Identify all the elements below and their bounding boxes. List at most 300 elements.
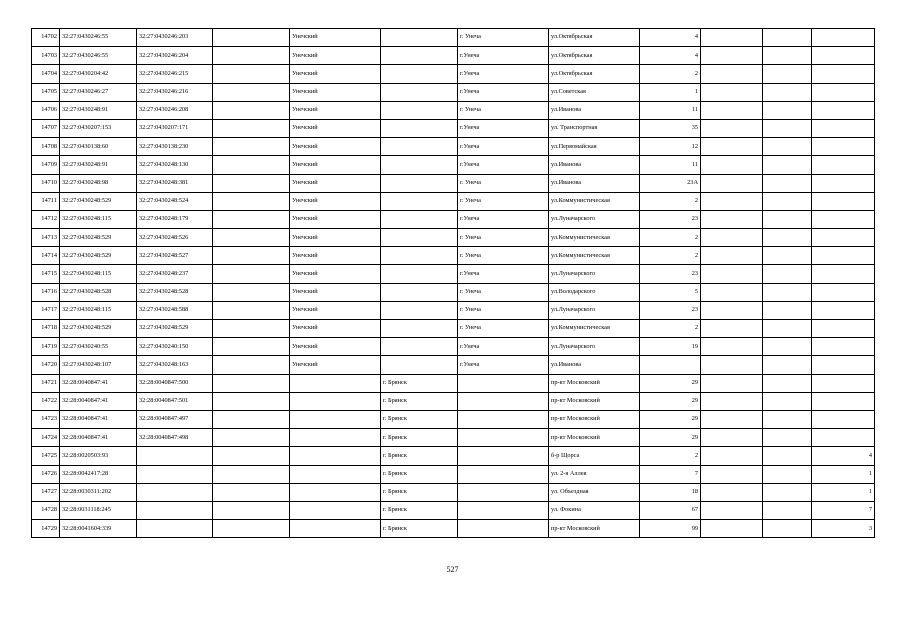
table-cell [458, 392, 549, 410]
table-cell: б-р Щорса [549, 447, 640, 465]
table-cell [701, 101, 763, 119]
table-cell: 14721 [32, 374, 60, 392]
table-cell [290, 447, 381, 465]
table-cell [812, 192, 875, 210]
table-cell: Унечский [290, 156, 381, 174]
table-cell: г.Унеча [458, 356, 549, 374]
table-row [32, 392, 875, 410]
table-cell [381, 156, 458, 174]
table-cell: 2 [640, 447, 701, 465]
table-cell [763, 410, 812, 428]
table-cell: г. Унеча [458, 101, 549, 119]
table-cell: 32:27:0430248:115 [60, 210, 137, 228]
table-cell [458, 520, 549, 538]
table-cell: 7 [812, 501, 875, 519]
table-row [32, 356, 875, 374]
table-cell [812, 83, 875, 101]
table-cell: ул.Луначарского [549, 265, 640, 283]
table-cell: 5 [640, 283, 701, 301]
table-cell: г. Брянск [381, 465, 458, 483]
table-cell: г. Унеча [458, 229, 549, 247]
table-cell [763, 501, 812, 519]
table-cell [213, 429, 290, 447]
table-cell: г. Унеча [458, 301, 549, 319]
table-cell [763, 374, 812, 392]
table-cell: 32:27:0430248:524 [137, 192, 213, 210]
table-cell: 32:28:0040847:41 [60, 392, 137, 410]
table-cell: ул.Октябрьская [549, 29, 640, 47]
table-cell [763, 119, 812, 137]
table-cell: 35 [640, 119, 701, 137]
table-cell: Унечский [290, 210, 381, 228]
table-cell [701, 156, 763, 174]
table-cell: 23А [640, 174, 701, 192]
table-cell [213, 356, 290, 374]
table-cell [213, 210, 290, 228]
table-cell [812, 338, 875, 356]
table-cell: 14712 [32, 210, 60, 228]
table-cell [763, 229, 812, 247]
table-cell [213, 138, 290, 156]
table-cell: 14704 [32, 65, 60, 83]
table-cell [213, 410, 290, 428]
table-cell [701, 429, 763, 447]
table-cell [812, 283, 875, 301]
table-cell [458, 483, 549, 501]
table-cell [213, 83, 290, 101]
table-cell: г.Унеча [458, 47, 549, 65]
table-cell [381, 101, 458, 119]
table-cell: г.Унеча [458, 156, 549, 174]
table-cell [213, 465, 290, 483]
table-cell [137, 465, 213, 483]
table-cell [701, 483, 763, 501]
table-cell [290, 465, 381, 483]
table-row [32, 501, 875, 519]
table-cell [381, 192, 458, 210]
table-cell: 2 [640, 65, 701, 83]
table-cell: 18 [640, 483, 701, 501]
table-cell: Унечский [290, 320, 381, 338]
table-cell: ул.Коммунистическая [549, 229, 640, 247]
table-cell: 11 [640, 101, 701, 119]
table-cell: 32:27:0430248:529 [60, 247, 137, 265]
table-cell [213, 447, 290, 465]
table-cell: 23 [640, 301, 701, 319]
table-cell: Унечский [290, 247, 381, 265]
table-cell: ул. 2-я Аллея [549, 465, 640, 483]
table-cell [213, 392, 290, 410]
table-cell: 14729 [32, 520, 60, 538]
table-row [32, 338, 875, 356]
table-cell: ул.Октябрьская [549, 65, 640, 83]
table-cell [458, 410, 549, 428]
table-cell [701, 47, 763, 65]
table-cell: г.Унеча [458, 119, 549, 137]
table-cell [701, 247, 763, 265]
table-row [32, 83, 875, 101]
table-cell: 32:28:0020503:93 [60, 447, 137, 465]
table-cell [381, 283, 458, 301]
table-cell [701, 210, 763, 228]
table-cell: Унечский [290, 65, 381, 83]
table-cell: 2 [640, 229, 701, 247]
table-cell [290, 520, 381, 538]
table-cell: 32:28:0040847:500 [137, 374, 213, 392]
table-cell: 7 [640, 465, 701, 483]
table-cell: 32:27:0430248:528 [137, 283, 213, 301]
table-cell [213, 229, 290, 247]
table-cell [763, 392, 812, 410]
table-cell: Унечский [290, 338, 381, 356]
table-cell [213, 65, 290, 83]
table-cell [812, 356, 875, 374]
table-cell [381, 320, 458, 338]
table-cell [763, 47, 812, 65]
table-cell: 14728 [32, 501, 60, 519]
table-cell: 32:27:0430248:115 [60, 301, 137, 319]
table-cell [701, 29, 763, 47]
table-cell: 14716 [32, 283, 60, 301]
table-cell [701, 520, 763, 538]
table-cell: Унечский [290, 119, 381, 137]
table-cell: 67 [640, 501, 701, 519]
table-cell [701, 174, 763, 192]
table-cell [640, 356, 701, 374]
table-cell: 14727 [32, 483, 60, 501]
table-cell: 32:27:0430248:526 [137, 229, 213, 247]
table-cell [701, 83, 763, 101]
table-cell [290, 429, 381, 447]
table-cell: Унечский [290, 83, 381, 101]
table-cell [290, 392, 381, 410]
table-cell [812, 29, 875, 47]
table-cell: 32:28:0040847:41 [60, 374, 137, 392]
table-cell: 29 [640, 429, 701, 447]
table-cell [381, 47, 458, 65]
table-cell [381, 247, 458, 265]
table-cell [137, 520, 213, 538]
table-cell: пр-кт Московский [549, 429, 640, 447]
table-cell: 1 [812, 465, 875, 483]
table-cell: ул.Луначарского [549, 338, 640, 356]
table-row [32, 301, 875, 319]
table-cell [763, 447, 812, 465]
table-cell: 99 [640, 520, 701, 538]
table-cell: 2 [640, 247, 701, 265]
table-cell: 32:27:0430246:55 [60, 47, 137, 65]
table-cell [381, 83, 458, 101]
table-body [32, 29, 875, 538]
table-cell [213, 29, 290, 47]
table-cell: ул.Коммунистическая [549, 247, 640, 265]
table-cell: 32:27:0430246:27 [60, 83, 137, 101]
table-cell [763, 356, 812, 374]
table-cell: пр-кт Московский [549, 392, 640, 410]
table-cell: 32:27:0430248:163 [137, 356, 213, 374]
table-cell: 4 [640, 29, 701, 47]
table-cell: 32:27:0430246:55 [60, 29, 137, 47]
table-cell: 32:27:0430248:529 [60, 320, 137, 338]
table-cell: Унечский [290, 356, 381, 374]
table-cell: 32:27:0430240:55 [60, 338, 137, 356]
table-cell [812, 320, 875, 338]
table-cell: пр-кт Московский [549, 374, 640, 392]
table-cell: ул.Первомайская [549, 138, 640, 156]
table-cell: 32:28:0040847:501 [137, 392, 213, 410]
table-cell [812, 392, 875, 410]
table-cell [701, 320, 763, 338]
table-cell [137, 447, 213, 465]
table-cell [381, 265, 458, 283]
table-cell: 32:27:0430240:150 [137, 338, 213, 356]
table-cell [701, 65, 763, 83]
table-cell: 32:28:0041604:339 [60, 520, 137, 538]
table-cell: 19 [640, 338, 701, 356]
data-table [31, 28, 875, 538]
table-cell: 14703 [32, 47, 60, 65]
table-cell: ул.Иванова [549, 356, 640, 374]
table-row [32, 119, 875, 137]
table-row [32, 483, 875, 501]
table-row [32, 465, 875, 483]
table-cell [812, 410, 875, 428]
table-cell: 32:28:0040847:497 [137, 410, 213, 428]
table-cell [381, 174, 458, 192]
table-cell: 32:27:0430248:91 [60, 101, 137, 119]
table-cell [701, 301, 763, 319]
table-cell: 14708 [32, 138, 60, 156]
table-row [32, 429, 875, 447]
table-cell: 32:28:0040847:498 [137, 429, 213, 447]
table-cell [381, 119, 458, 137]
table-cell: г. Унеча [458, 174, 549, 192]
table-cell: г.Унеча [458, 65, 549, 83]
table-cell [812, 119, 875, 137]
table-cell: ул.Октябрьская [549, 47, 640, 65]
table-cell [763, 520, 812, 538]
table-cell: ул.Коммунистическая [549, 192, 640, 210]
table-cell: г. Унеча [458, 283, 549, 301]
table-cell: 14726 [32, 465, 60, 483]
table-cell: 11 [640, 156, 701, 174]
table-cell: 23 [640, 265, 701, 283]
table-cell: 32:27:0430248:179 [137, 210, 213, 228]
table-cell [701, 356, 763, 374]
table-cell [763, 156, 812, 174]
table-cell [701, 283, 763, 301]
table-cell: Унечский [290, 174, 381, 192]
table-cell: 14702 [32, 29, 60, 47]
table-cell [381, 138, 458, 156]
table-cell: Унечский [290, 301, 381, 319]
table-cell: 32:27:0430246:208 [137, 101, 213, 119]
table-cell: Унечский [290, 229, 381, 247]
table-cell [701, 119, 763, 137]
table-cell [701, 465, 763, 483]
table-cell [812, 210, 875, 228]
table-cell: 14711 [32, 192, 60, 210]
table-row [32, 210, 875, 228]
table-cell: 14707 [32, 119, 60, 137]
table-cell: г. Брянск [381, 483, 458, 501]
table-cell: 32:28:0042417:28 [60, 465, 137, 483]
table-cell [763, 29, 812, 47]
table-row [32, 101, 875, 119]
table-cell [763, 483, 812, 501]
table-cell [213, 47, 290, 65]
table-row [32, 520, 875, 538]
table-cell: 14719 [32, 338, 60, 356]
table-cell: г. Брянск [381, 447, 458, 465]
table-cell [701, 229, 763, 247]
table-cell: 4 [640, 47, 701, 65]
table-cell [763, 174, 812, 192]
table-row [32, 47, 875, 65]
table-cell [137, 483, 213, 501]
table-cell: г.Унеча [458, 210, 549, 228]
table-cell [381, 29, 458, 47]
table-cell: 14722 [32, 392, 60, 410]
table-cell [290, 410, 381, 428]
table-cell [763, 465, 812, 483]
table-cell [763, 301, 812, 319]
table-cell: 14718 [32, 320, 60, 338]
table-cell [763, 429, 812, 447]
table-cell [213, 265, 290, 283]
table-cell: ул.Луначарского [549, 301, 640, 319]
table-cell [812, 47, 875, 65]
table-cell: 32:27:0430246:215 [137, 65, 213, 83]
table-row [32, 138, 875, 156]
table-cell: г. Брянск [381, 374, 458, 392]
table-cell: 32:28:0040847:41 [60, 410, 137, 428]
table-cell: 4 [812, 447, 875, 465]
table-row [32, 265, 875, 283]
table-cell: 32:28:0030311:202 [60, 483, 137, 501]
table-cell: 32:27:0430248:527 [137, 247, 213, 265]
table-row [32, 374, 875, 392]
table-cell: 14706 [32, 101, 60, 119]
table-row [32, 447, 875, 465]
table-cell: 32:27:0430248:529 [137, 320, 213, 338]
table-cell: 14709 [32, 156, 60, 174]
table-cell: 23 [640, 210, 701, 228]
table-cell: ул.Иванова [549, 101, 640, 119]
table-cell [381, 356, 458, 374]
table-cell: 32:27:0430207:171 [137, 119, 213, 137]
table-cell [812, 301, 875, 319]
table-cell: 1 [812, 483, 875, 501]
table-cell [763, 83, 812, 101]
table-cell: Унечский [290, 47, 381, 65]
table-cell: г. Брянск [381, 392, 458, 410]
table-cell [458, 447, 549, 465]
table-cell: 32:27:0430248:107 [60, 356, 137, 374]
table-cell [701, 410, 763, 428]
table-cell: г.Унеча [458, 265, 549, 283]
table-cell [763, 101, 812, 119]
table-cell [290, 501, 381, 519]
table-cell: 14717 [32, 301, 60, 319]
table-cell [763, 192, 812, 210]
table-cell [763, 283, 812, 301]
table-cell: ул.Володарского [549, 283, 640, 301]
table-cell [812, 265, 875, 283]
table-row [32, 320, 875, 338]
table-cell [812, 156, 875, 174]
table-cell [763, 320, 812, 338]
table-cell: г. Унеча [458, 320, 549, 338]
table-cell: г.Унеча [458, 338, 549, 356]
table-cell [763, 247, 812, 265]
table-cell: пр-кт Московский [549, 410, 640, 428]
table-cell: г.Унеча [458, 138, 549, 156]
table-cell [213, 501, 290, 519]
table-cell [290, 483, 381, 501]
table-cell [763, 338, 812, 356]
table-cell: 32:27:0430246:204 [137, 47, 213, 65]
table-cell [213, 520, 290, 538]
table-cell: 2 [640, 192, 701, 210]
table-cell [812, 247, 875, 265]
table-row [32, 410, 875, 428]
table-cell [812, 101, 875, 119]
table-cell: Унечский [290, 283, 381, 301]
table-cell: 12 [640, 138, 701, 156]
table-cell: Унечский [290, 265, 381, 283]
table-cell [213, 301, 290, 319]
table-cell: 32:27:0430248:529 [60, 229, 137, 247]
table-row [32, 283, 875, 301]
table-cell: 2 [640, 320, 701, 338]
table-cell [381, 301, 458, 319]
table-cell: 3 [812, 520, 875, 538]
table-row [32, 156, 875, 174]
table-cell [812, 174, 875, 192]
table-cell [701, 392, 763, 410]
table-cell: г. Брянск [381, 520, 458, 538]
table-cell: ул. Фокина [549, 501, 640, 519]
table-cell: 32:27:0430248:237 [137, 265, 213, 283]
table-cell: 32:27:0430248:115 [60, 265, 137, 283]
table-cell [812, 65, 875, 83]
table-cell [763, 65, 812, 83]
table-cell: 32:27:0430204:42 [60, 65, 137, 83]
table-cell: 32:27:0430248:130 [137, 156, 213, 174]
table-cell: г. Брянск [381, 501, 458, 519]
table-cell: 29 [640, 374, 701, 392]
table-cell [701, 138, 763, 156]
table-cell: 14724 [32, 429, 60, 447]
table-cell [213, 101, 290, 119]
table-cell [812, 429, 875, 447]
table-cell [213, 374, 290, 392]
table-cell [701, 192, 763, 210]
table-cell: 14723 [32, 410, 60, 428]
table-row [32, 29, 875, 47]
table-cell: 1 [640, 83, 701, 101]
table-cell: Унечский [290, 138, 381, 156]
table-cell: ул. Транспортная [549, 119, 640, 137]
table-cell: ул.Иванова [549, 156, 640, 174]
table-cell: 32:27:0430207:153 [60, 119, 137, 137]
table-cell: Унечский [290, 101, 381, 119]
table-cell: 32:27:0430138:230 [137, 138, 213, 156]
table-cell: 14715 [32, 265, 60, 283]
table-cell [763, 265, 812, 283]
table-cell [381, 229, 458, 247]
